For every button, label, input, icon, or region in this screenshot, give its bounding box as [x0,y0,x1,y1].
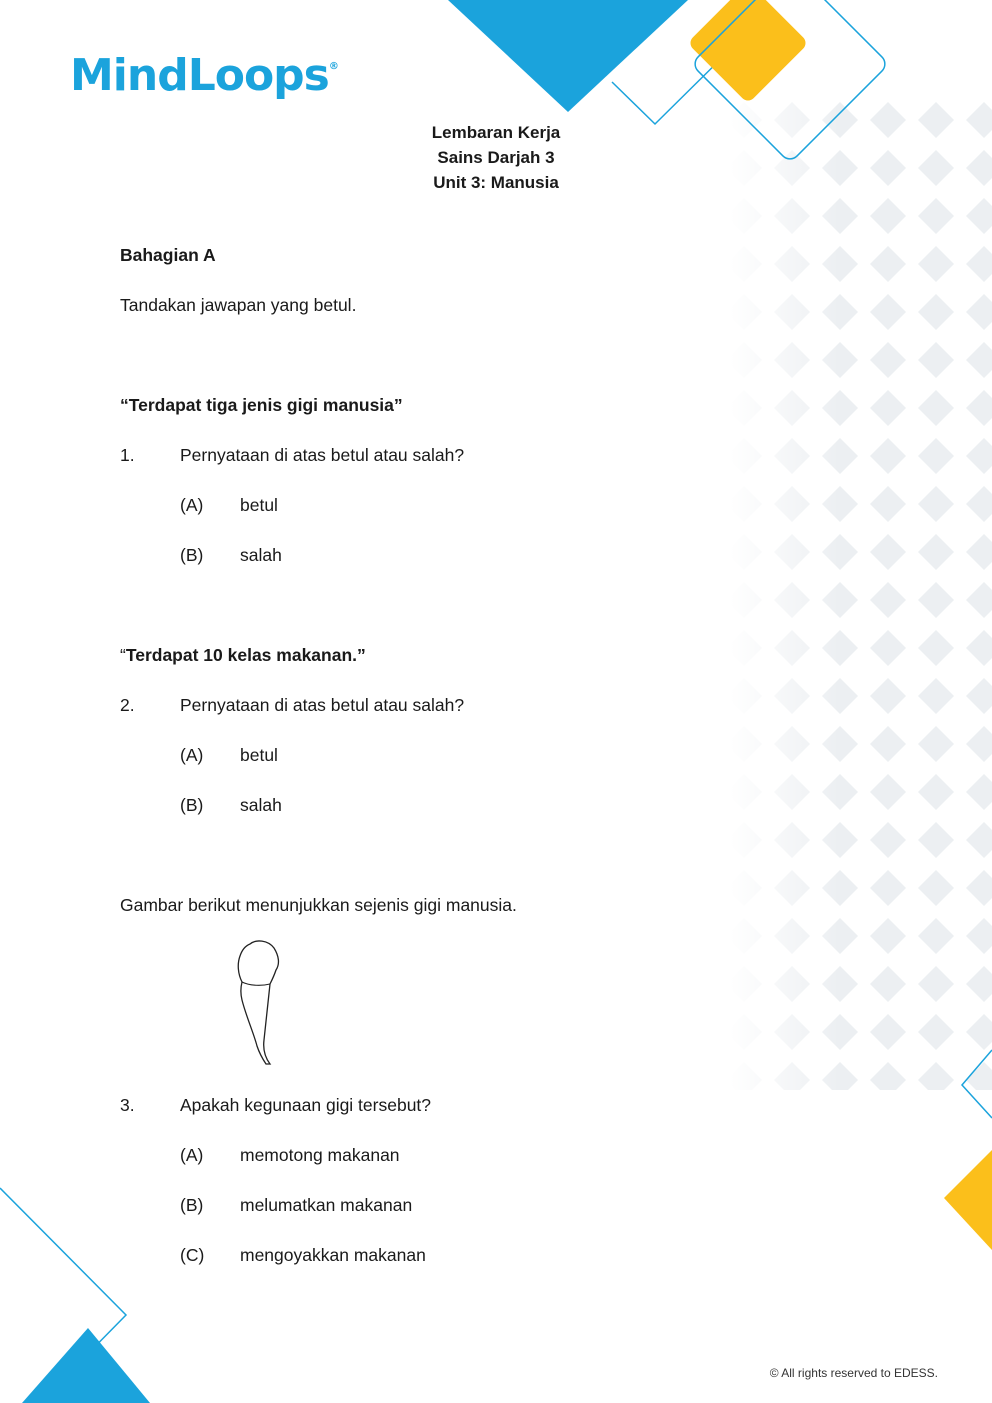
q3-option-a-letter[interactable]: (A) [180,1145,204,1165]
q2-statement [120,644,366,666]
q2-option-a-text[interactable]: betul [240,745,278,765]
header-line2: Sains Darjah 3 [437,148,555,167]
copyright-footer: © All rights reserved to EDESS. [769,1366,938,1380]
q1-number: 1. [120,445,135,465]
section-title: Bahagian A [120,245,216,265]
q1-option-b-letter[interactable]: (B) [180,545,204,565]
worksheet-header [296,120,696,195]
q2-option-b-letter[interactable]: (B) [180,795,204,815]
q1-option-a-text[interactable]: betul [240,495,278,515]
q2-option-a-letter[interactable]: (A) [180,745,204,765]
q3-option-b-letter[interactable]: (B) [180,1195,204,1215]
tooth-illustration [232,938,286,1068]
q3-number: 3. [120,1095,135,1115]
q1-option-a-letter[interactable]: (A) [180,495,204,515]
q2-statement-text: Terdapat 10 kelas makanan.” [125,645,366,665]
header-line3: Unit 3: Manusia [433,173,559,192]
section-instruction: Tandakan jawapan yang betul. [120,295,357,315]
q1-statement: “Terdapat tiga jenis gigi manusia” [120,395,403,415]
q3-option-c-text[interactable]: mengoyakkan makanan [240,1245,426,1265]
q3-option-a-text[interactable]: memotong makanan [240,1145,400,1165]
registered-mark: ® [328,61,339,72]
q2-number: 2. [120,695,135,715]
q2-statement-open-quote: “ [120,645,126,665]
q1-text: Pernyataan di atas betul atau salah? [180,445,465,465]
q3-text: Apakah kegunaan gigi tersebut? [180,1095,432,1115]
yellow-diamond-right [944,1150,992,1250]
q1-option-b-text[interactable]: salah [240,545,282,565]
q3-option-b-text[interactable]: melumatkan makanan [240,1195,413,1215]
q3-option-c-letter[interactable]: (C) [180,1245,205,1265]
logo-text: MindLoops [70,50,329,101]
blue-triangle-top [448,0,688,112]
yellow-diamond-top [687,0,809,104]
mindloops-logo [70,50,339,101]
q2-text: Pernyataan di atas betul atau salah? [180,695,465,715]
q3-intro: Gambar berikut menunjukkan sejenis gigi manusia. [120,895,517,915]
blue-triangle-bottom [22,1328,150,1403]
header-line1: Lembaran Kerja [431,123,561,142]
q2-option-b-text[interactable]: salah [240,795,282,815]
